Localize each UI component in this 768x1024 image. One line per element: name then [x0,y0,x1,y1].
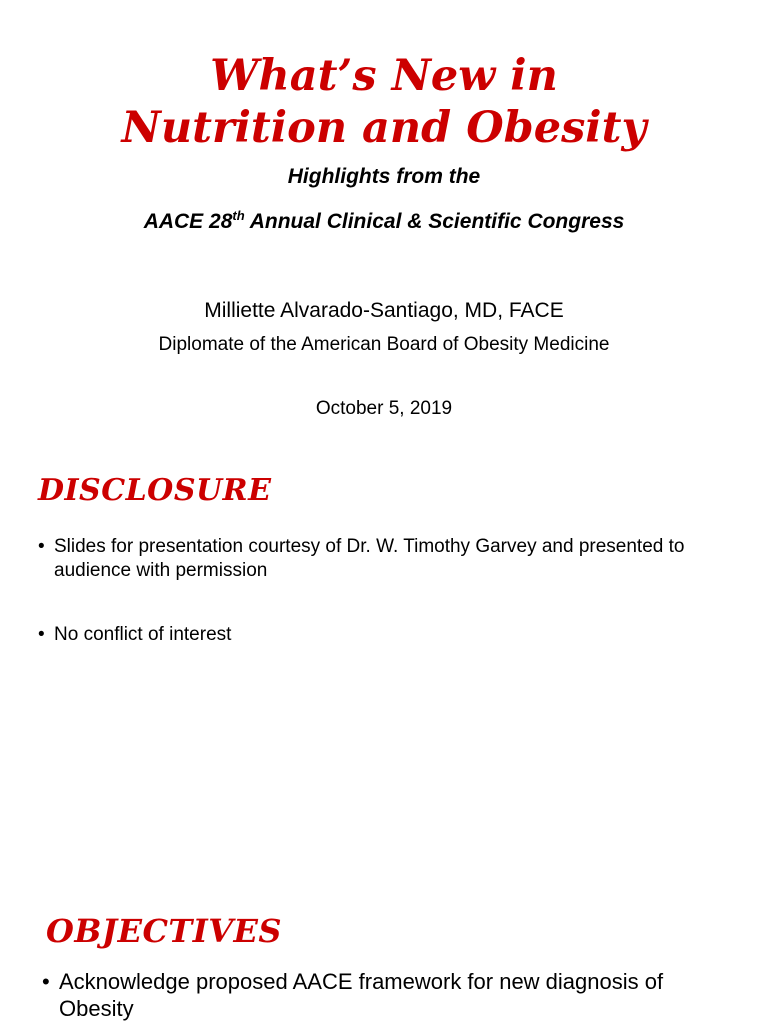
presenter-name: Milliette Alvarado-Santiago, MD, FACE [204,299,564,322]
list-item [42,968,732,1022]
disclosure-slide [0,448,768,896]
congress-suffix: Annual Clinical & Scientific Congress [244,210,625,233]
subtitle-congress [0,208,768,236]
list-item [38,623,718,647]
main-title [0,50,768,154]
bullet-text: Slides for presentation courtesy of Dr. W. Timothy Garvey and presented to audience with permission [54,536,685,581]
bullet-marker: • [42,969,50,994]
disclosure-list [38,535,718,647]
presentation-date: October 5, 2019 [315,398,453,419]
bullet-marker: • [38,624,45,645]
main-title-line-1: What’s New in [210,51,558,101]
congress-ordinal-suffix: th [232,208,245,223]
subtitle-highlights: Highlights from the [287,165,481,188]
list-item [38,535,718,583]
title-slide [0,0,768,448]
bullet-text: No conflict of interest [54,624,232,645]
main-title-line-2: Nutrition and Obesity [121,103,647,153]
presenter-credential: Diplomate of the American Board of Obesity Medicine [158,334,610,355]
objectives-slide [0,896,768,1024]
disclosure-heading: DISCLOSURE [38,473,272,508]
objectives-heading: OBJECTIVES [46,912,283,950]
congress-prefix: AACE 28 [143,210,233,233]
objectives-list [42,968,732,1022]
bullet-text: Acknowledge proposed AACE framework for new diagnosis of Obesity [59,969,664,1021]
bullet-marker: • [38,536,45,557]
